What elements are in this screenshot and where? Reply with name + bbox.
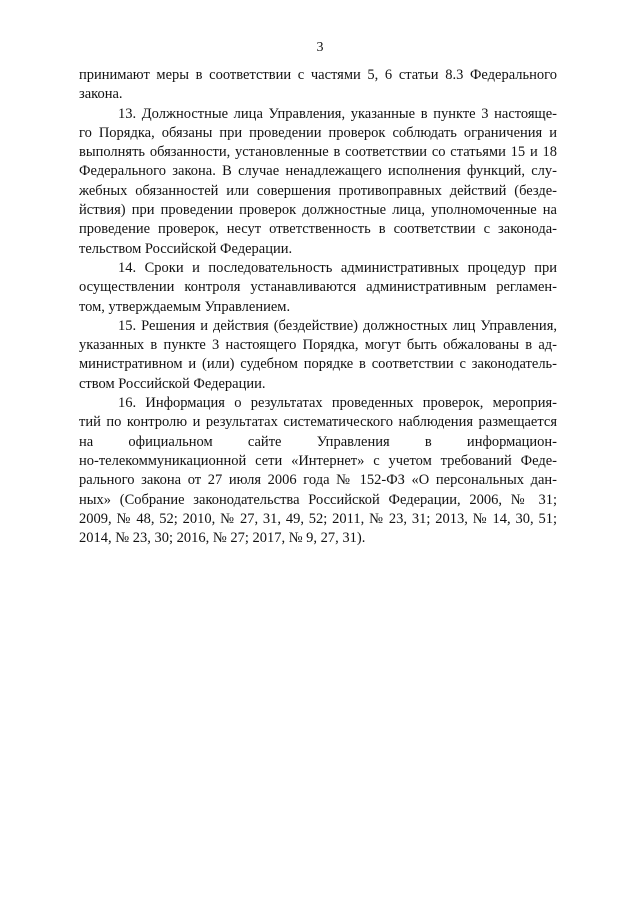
paragraph-16 (79, 394, 557, 548)
paragraph-13 (79, 105, 557, 259)
text-line: но-телекоммуникационной сети «Интернет» с учетом требований Феде- (79, 452, 557, 469)
paragraph-15 (79, 317, 557, 394)
text-line: 15. Решения и действия (бездействие) должностных лиц Управления, (118, 317, 557, 334)
paragraph-14 (79, 259, 557, 317)
text-line: 2009, № 48, 52; 2010, № 27, 31, 49, 52; 2011, № 23, 31; 2013, № 14, 30, 51; (79, 510, 557, 527)
text-line: ных» (Собрание законодательства Российской Федерации, 2006, № 31; (79, 491, 557, 508)
text-line: ством Российской Федерации. (79, 375, 266, 392)
text-line: тельством Российской Федерации. (79, 240, 293, 257)
text-line: на официальном сайте Управления в информацион- (79, 433, 557, 450)
text-line: закона. (79, 86, 123, 103)
text-line: жебных обязанностей или совершения противоправных действий (безде- (79, 182, 557, 199)
document-body (79, 66, 557, 548)
paragraph-continuation (79, 66, 557, 105)
text-line: йствия) при проведении проверок должностные лица, уполномоченные на (79, 202, 557, 219)
text-line: тий по контролю и результатах систематического наблюдения размещается (79, 414, 557, 431)
text-line: го Порядка, обязаны при проведении проверок соблюдать ограничения и (79, 124, 557, 141)
text-line: указанных в пункте 3 настоящего Порядка, могут быть обжалованы в ад- (79, 337, 557, 354)
text-line: том, утверждаемым Управлением. (79, 298, 291, 315)
text-line: 16. Информация о результатах проведенных проверок, мероприя- (118, 395, 557, 412)
text-line: проведение проверок, несут ответственность в соответствии с законода- (79, 221, 557, 238)
text-line: принимают меры в соответствии с частями 5, 6 статьи 8.3 Федерального (79, 67, 557, 83)
text-line: 2014, № 23, 30; 2016, № 27; 2017, № 9, 27, 31). (79, 530, 366, 547)
text-line: 13. Должностные лица Управления, указанные в пункте 3 настояще- (118, 105, 557, 122)
text-line: Федерального закона. В случае ненадлежащего исполнения функций, слу- (79, 163, 557, 180)
text-line: 14. Сроки и последовательность административных процедур при (118, 259, 557, 276)
text-line: рального закона от 27 июля 2006 года № 152-ФЗ «О персональных дан- (79, 472, 557, 489)
page-number: 3 (316, 40, 324, 55)
text-line: министративном и (или) судебном порядке в соответствии с законодатель- (79, 356, 557, 373)
text-line: осуществлении контроля устанавливаются административным регламен- (79, 279, 557, 296)
text-line: выполнять обязанности, установленные в соответствии со статьями 15 и 18 (79, 144, 557, 161)
